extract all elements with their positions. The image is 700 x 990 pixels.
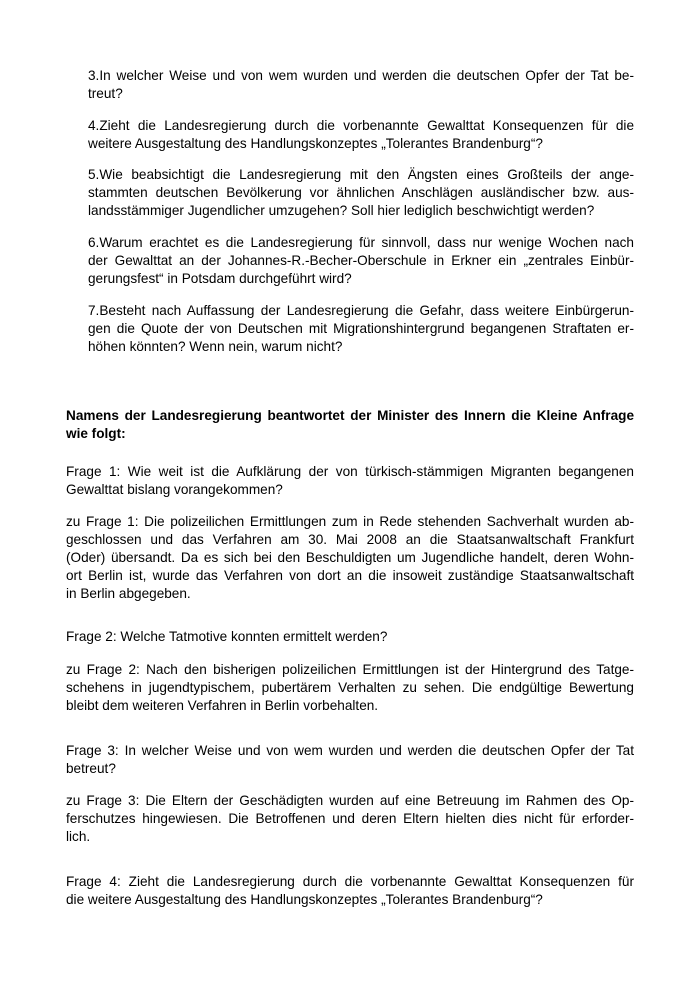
- text-line: höhen könnten? Wenn nein, warum nicht?: [88, 339, 343, 354]
- antwort-1: [66, 513, 634, 603]
- text-line: in Berlin abgegeben.: [66, 586, 191, 601]
- text-line: Frage 2: Welche Tatmotive konnten ermittelt werden?: [66, 629, 388, 644]
- text-line: Frage 4: Zieht die Landesregierung durch die vorbenannte Gewalttat Konsequenzen für: [66, 874, 634, 889]
- text-line: 5.Wie beabsichtigt die Landesregierung mit den Ängsten eines Großteils der ange-: [88, 167, 634, 182]
- text-line: 3.In welcher Weise und von wem wurden und werden die deutschen Opfer der Tat be-: [88, 68, 634, 83]
- text-line: wie folgt:: [66, 426, 126, 441]
- text-line: treut?: [88, 86, 123, 101]
- text-line: lich.: [66, 829, 91, 844]
- text-line: Frage 1: Wie weit ist die Aufklärung der von türkisch-stämmigen Migranten begangenen: [66, 464, 634, 479]
- text-line: 6.Warum erachtet es die Landesregierung für sinnvoll, dass nur wenige Wochen nach: [88, 235, 634, 250]
- text-line: 7.Besteht nach Auffassung der Landesregierung die Gefahr, dass weitere Einbürgerun-: [88, 303, 634, 318]
- frage-4: [66, 873, 634, 909]
- text-line: weitere Ausgestaltung des Handlungskonzeptes „Tolerantes Brandenburg“?: [88, 136, 543, 151]
- text-line: (Oder) übersandt. Da es sich bei den Beschuldigten um Jugendliche handelt, deren Wohn-: [66, 550, 634, 565]
- text-line: Frage 3: In welcher Weise und von wem wurden und werden die deutschen Opfer der Tat: [66, 743, 634, 758]
- text-line: die weitere Ausgestaltung des Handlungskonzeptes „Tolerantes Brandenburg“?: [66, 892, 543, 907]
- text-line: ort Berlin ist, wurde das Verfahren von dort an die insoweit zuständige Staatsanwaltschaft: [66, 568, 634, 583]
- frage-2: [66, 628, 634, 646]
- text-line: zu Frage 1: Die polizeilichen Ermittlungen zum in Rede stehenden Sachverhalt wurden ab-: [66, 514, 634, 529]
- text-line: stammten deutschen Bevölkerung vor ähnlichen Anschlägen ausländischer bzw. aus-: [88, 185, 634, 200]
- frage-3: [66, 742, 634, 778]
- text-line: zu Frage 3: Die Eltern der Geschädigten wurden auf eine Betreuung im Rahmen des Op-: [66, 793, 634, 808]
- question-5: [88, 166, 634, 220]
- text-line: geschlossen und das Verfahren am 30. Mai 2008 an die Staatsanwaltschaft Frankfurt: [66, 532, 634, 547]
- text-line: betreut?: [66, 761, 116, 776]
- text-line: bleibt dem weiteren Verfahren in Berlin vorbehalten.: [66, 698, 379, 713]
- text-line: gerungsfest“ in Potsdam durchgeführt wird?: [88, 271, 352, 286]
- question-7: [88, 302, 634, 356]
- frage-1: [66, 463, 634, 499]
- question-4: [88, 117, 634, 153]
- text-line: gen die Quote der von Deutschen mit Migrationshintergrund begangenen Straftaten er-: [88, 321, 634, 336]
- text-line: 4.Zieht die Landesregierung durch die vorbenannte Gewalttat Konsequenzen für die: [88, 118, 634, 133]
- text-line: landsstämmiger Jugendlicher umzugehen? Soll hier lediglich beschwichtigt werden?: [88, 203, 595, 218]
- text-line: ferschutzes hingewiesen. Die Betroffenen und deren Eltern hielten dies nicht für erforder-: [66, 811, 634, 826]
- text-line: zu Frage 2: Nach den bisherigen polizeilichen Ermittlungen ist der Hintergrund des Tatge-: [66, 662, 634, 677]
- question-3: [88, 67, 634, 103]
- answer-heading: [66, 407, 634, 443]
- question-6: [88, 234, 634, 288]
- text-line: Namens der Landesregierung beantwortet der Minister des Innern die Kleine Anfrage: [66, 408, 634, 423]
- antwort-2: [66, 661, 634, 715]
- text-line: Gewalttat bislang vorangekommen?: [66, 482, 283, 497]
- text-line: der Gewalttat an der Johannes-R.-Becher-Oberschule in Erkner ein „zentrales Einbür-: [88, 253, 634, 268]
- text-line: schehens in jugendtypischem, pubertärem Verhalten zu sehen. Die endgültige Bewertung: [66, 680, 634, 695]
- antwort-3: [66, 792, 634, 846]
